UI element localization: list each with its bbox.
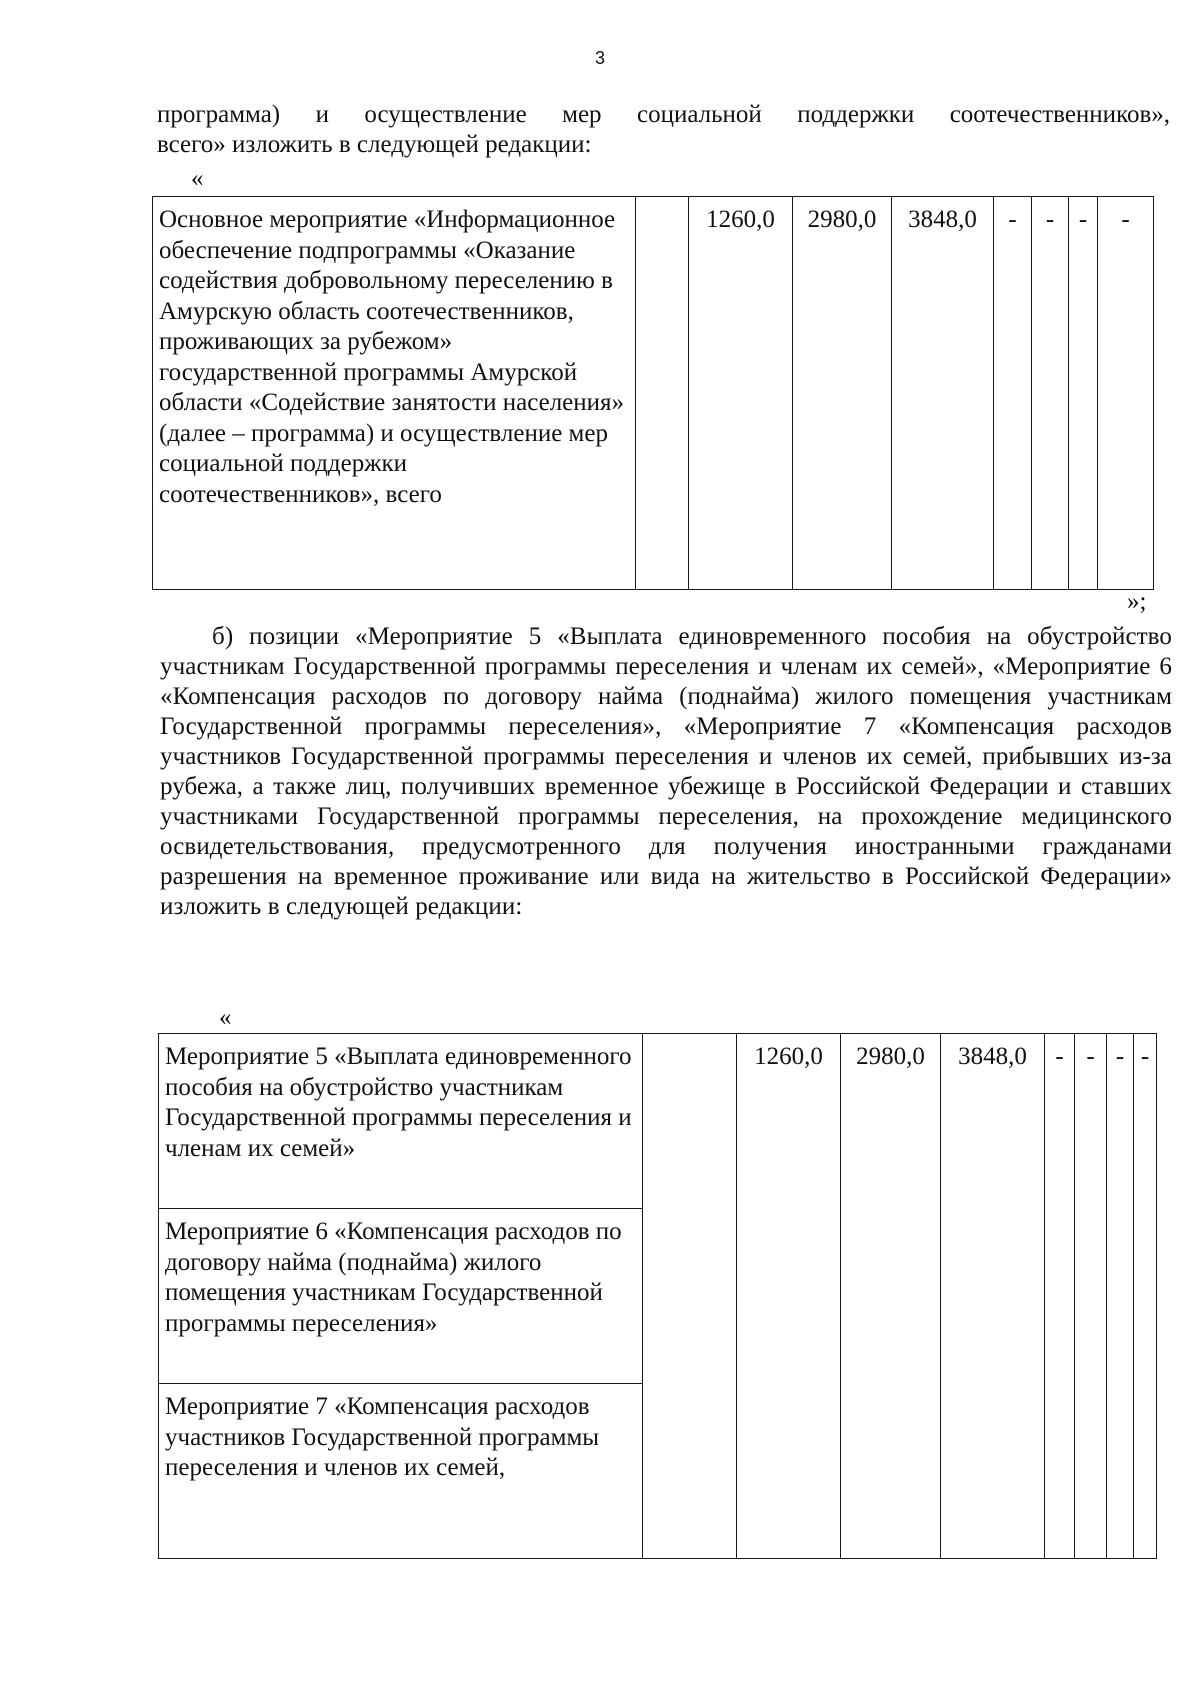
- value-cell-1: 1260,0: [689, 197, 793, 590]
- dash-cell-2: -: [1032, 197, 1069, 590]
- closing-quote: »;: [1127, 588, 1147, 615]
- activity-7-name-cell: Мероприятие 7 «Компенсация расходов участников Государственной программы переселения и членов их семей,: [159, 1384, 643, 1559]
- intro-line-2: всего» изложить в следующей редакции:: [157, 131, 592, 158]
- value-cell-1: 1260,0: [737, 1034, 841, 1559]
- value-cell-2: 2980,0: [793, 197, 892, 590]
- dash-cell-3: -: [1107, 1034, 1134, 1559]
- dash-cell-4: -: [1134, 1034, 1157, 1559]
- budget-table-activities-5-7: [158, 1033, 1157, 1559]
- blank-cell: [636, 197, 689, 590]
- dash-cell-4: -: [1098, 197, 1154, 590]
- paragraph-b: б) позиции «Мероприятие 5 «Выплата единовременного пособия на обустройство участникам Государственной программы переселения и членам их семей», «Мероприятие 6 «Компенсация расходов по договору найма (поднайма) жилого помещения участникам Государственной программы переселения», «Мероприятие 7 «Компенсация расходов участников Государственной программы переселения и членов их семей, прибывших из-за рубежа, а также лиц, получивших временное убежище в Российской Федерации и ставших участниками Государственной программы переселения, на прохождение медицинского освидетельствования, предусмотренного для получения иностранными гражданами разрешения на временное проживание или вида на жительство в Российской Федерации» изложить в следующей редакции:: [160, 623, 1172, 920]
- table-row: [153, 197, 1154, 590]
- activity-5-name-cell: Мероприятие 5 «Выплата единовременного пособия на обустройство участникам Государственной программы переселения и членам их семей»: [159, 1034, 643, 1209]
- intro-paragraph: [157, 100, 1170, 160]
- table-row: [159, 1034, 1157, 1209]
- dash-cell-1: -: [994, 197, 1032, 590]
- opening-quote-2: «: [219, 1004, 232, 1031]
- dash-cell-1: -: [1045, 1034, 1075, 1559]
- opening-quote: «: [191, 165, 204, 192]
- blank-cell: [643, 1034, 737, 1559]
- activity-name-cell: Основное мероприятие «Информационное обеспечение подпрограммы «Оказание содействия добровольному переселению в Амурскую область соотечественников, проживающих за рубежом» государственной программы Амурской области «Содействие занятости населения» (далее – программа) и осуществление мер социальной поддержки соотечественников», всего: [153, 197, 636, 590]
- value-cell-3: 3848,0: [892, 197, 994, 590]
- value-cell-2: 2980,0: [841, 1034, 941, 1559]
- page-number: 3: [594, 48, 605, 68]
- intro-line-1: программа) и осуществление мер социальной поддержки соотечественников»,: [157, 101, 1170, 128]
- dash-cell-3: -: [1069, 197, 1098, 590]
- activity-6-name-cell: Мероприятие 6 «Компенсация расходов по договору найма (поднайма) жилого помещения участникам Государственной программы переселения»: [159, 1209, 643, 1384]
- dash-cell-2: -: [1075, 1034, 1107, 1559]
- budget-table-main-activity: [152, 196, 1154, 590]
- value-cell-3: 3848,0: [941, 1034, 1045, 1559]
